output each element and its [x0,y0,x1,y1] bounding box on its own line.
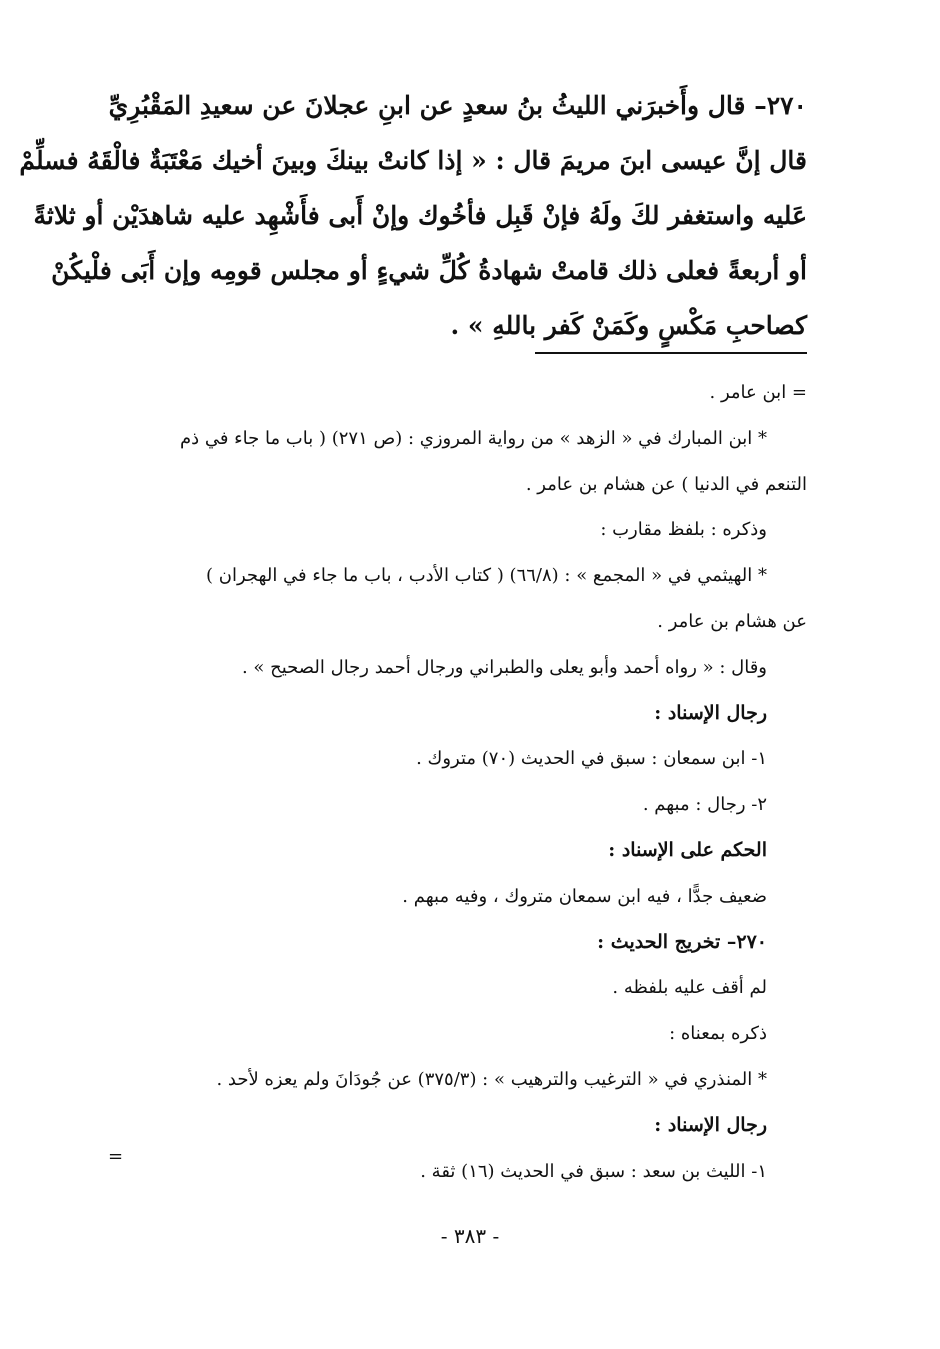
footnote-line: = ابن عامر . [709,382,807,403]
footnote-line: وذكره : بلفظ مقارب : [600,519,767,541]
footnote-line: وقال : « رواه أحمد وأبو يعلى والطبراني ورجال أحمد رجال الصحيح » . [241,656,767,678]
footnote-line: ٢- رجال : مبهم . [642,794,767,816]
footnote-divider [535,352,807,354]
footnote-line: * الهيثمي في « المجمع » : (٦٦/٨) ( كتاب الأدب ، باب ما جاء في الهجران ) [206,565,767,587]
hadith-text [19,78,807,353]
hadith-line: قال إنَّ عيسى ابنَ مريمَ قال : « إذا كانتْ بينكَ وبينَ أخيك مَعْتَبَةٌ فالْقَهُ فسلِّمْ [19,146,807,175]
section-heading: الحكم على الإسناد : [608,838,767,861]
section-heading: ٢٧٠– تخريج الحديث : [597,930,767,953]
page-number: - ٣٨٣ - [440,1224,500,1248]
hadith-line: عَليه واستغفر لكَ ولَهُ فإنْ قَبِل فأخُوك وإنْ أَبى فأَشْهِد عليه شاهدَيْن أو ثلاثةً [33,201,807,230]
hadith-line: أو أربعةً فعلى ذلك قامتْ شهادةُ كُلِّ شيءٍ أو مجلس قومِه وإن أَبَى فلْيكُنْ [51,256,807,285]
hadith-line: ٢٧٠– قال وأَخبرَني الليثُ بنُ سعدٍ عن ابنِ عجلانَ عن سعيدِ المَقْبُرِيِّ [108,91,807,120]
section-heading: رجال الإسناد : [654,1113,767,1136]
footnote-line: ١- الليث بن سعد : سبق في الحديث (١٦) ثقة . [420,1160,767,1182]
footnote-line: ١- ابن سمعان : سبق في الحديث (٧٠) متروك . [416,748,767,770]
footnotes [117,370,807,1194]
footnote-line: * المنذري في « الترغيب والترهيب » : (٣٧٥/٣) عن جُودَانَ ولم يعزه لأحد . [216,1068,767,1090]
section-heading: رجال الإسناد : [654,701,767,724]
footnote-line: * ابن المبارك في « الزهد » من رواية المروزي : (ص ٢٧١) ( باب ما جاء في ذم [179,427,767,449]
footnote-line: لم أقف عليه بلفظه . [612,977,767,999]
hadith-line: كصاحبِ مَكْسٍ وكَمَنْ كَفر باللهِ » . [450,311,807,340]
footnote-line: ذكره بمعناه : [669,1023,767,1045]
footnote-line: التنعم في الدنيا ) عن هشام بن عامر . [525,473,807,495]
continuation-mark: = [108,1146,124,1167]
footnote-line: عن هشام بن عامر . [657,610,807,632]
footnote-line: ضعيف جدًّا ، فيه ابن سمعان متروك ، وفيه مبهم . [402,885,767,907]
